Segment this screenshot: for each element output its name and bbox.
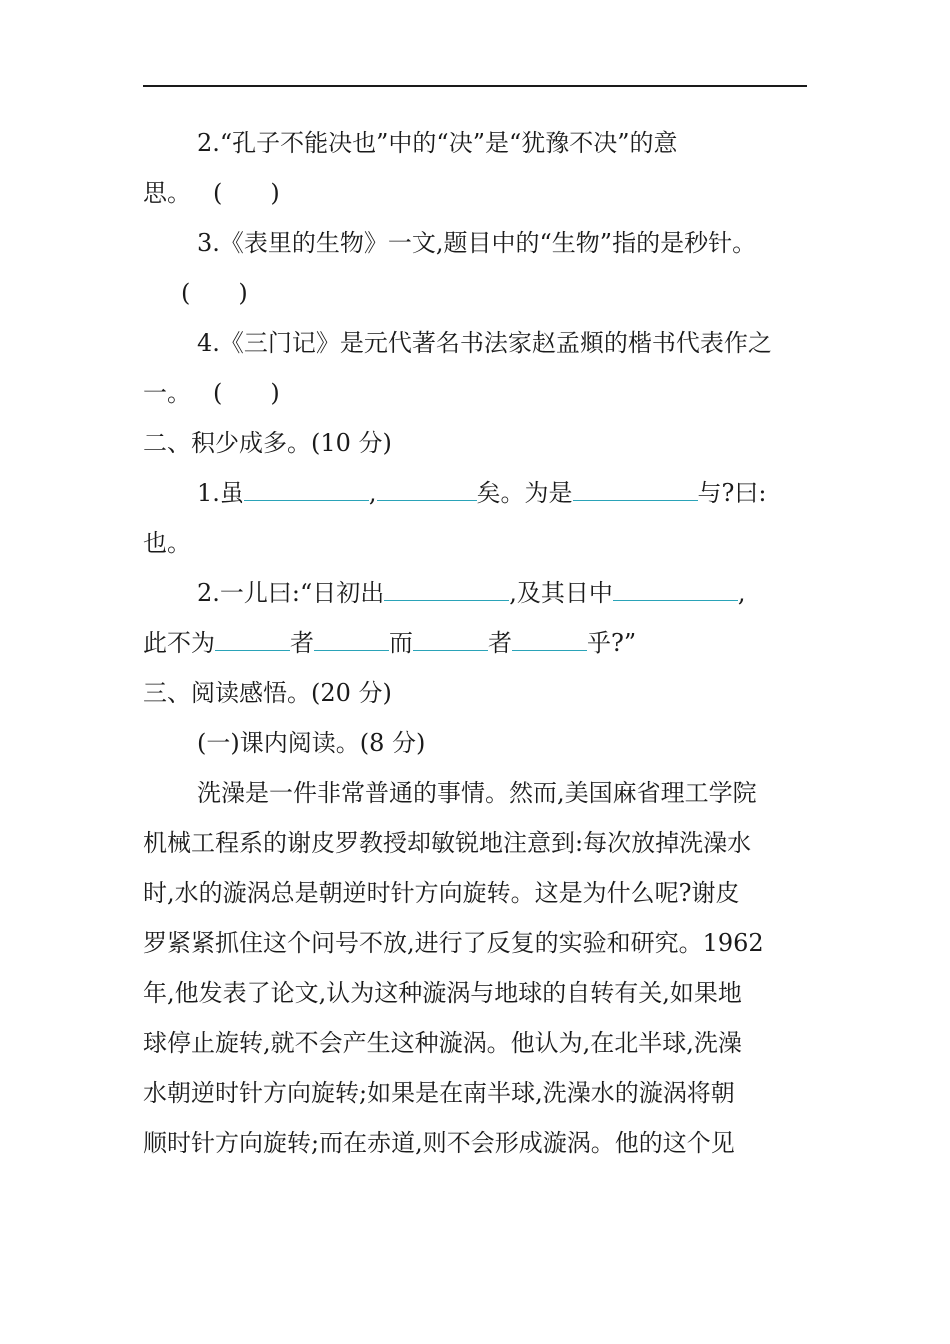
fill-blank-2b[interactable] bbox=[613, 578, 738, 601]
fill-blank-2c[interactable] bbox=[215, 628, 290, 651]
answer-paren-4[interactable]: ( ) bbox=[213, 379, 280, 407]
question-2-text-end: 思。 bbox=[143, 179, 191, 207]
section-3-subheading: (一)课内阅读。(8 分) bbox=[197, 729, 426, 757]
fill-blank-1a[interactable] bbox=[244, 478, 369, 501]
section-2-heading: 二、积少成多。(10 分) bbox=[143, 429, 392, 457]
answer-paren-2[interactable]: ( ) bbox=[213, 179, 280, 207]
fill-blank-2f[interactable] bbox=[512, 628, 587, 651]
fill-1-line2: 也。 bbox=[143, 529, 191, 557]
fill-1-line1: 1.虽 , 矣。为是 与?曰: bbox=[197, 479, 767, 507]
question-3-line2 bbox=[143, 276, 807, 310]
fill-2-line2: 此不为 者 而 者 乎?” bbox=[143, 629, 637, 657]
question-4-line2 bbox=[143, 376, 807, 410]
fill-blank-2d[interactable] bbox=[314, 628, 389, 651]
passage-line: 年,他发表了论文,认为这种漩涡与地球的自转有关,如果地 bbox=[143, 979, 742, 1007]
fill-2-line1: 2.一儿曰:“日初出 ,及其日中 , bbox=[197, 579, 746, 607]
fill-blank-2a[interactable] bbox=[384, 578, 509, 601]
question-4-text-end: 一。 bbox=[143, 379, 191, 407]
passage-line: 顺时针方向旋转;而在赤道,则不会形成漩涡。他的这个见 bbox=[143, 1129, 735, 1157]
passage-line: 时,水的漩涡总是朝逆时针方向旋转。这是为什么呢?谢皮 bbox=[143, 879, 740, 907]
passage-line: 球停止旋转,就不会产生这种漩涡。他认为,在北半球,洗澡 bbox=[143, 1029, 742, 1057]
question-2-line1 bbox=[143, 126, 807, 160]
section-3-heading: 三、阅读感悟。(20 分) bbox=[143, 679, 392, 707]
passage-line: 机械工程系的谢皮罗教授却敏锐地注意到:每次放掉洗澡水 bbox=[143, 829, 752, 857]
fill-blank-1b[interactable] bbox=[377, 478, 477, 501]
passage-line: 罗紧紧抓住这个问号不放,进行了反复的实验和研究。1962 bbox=[143, 929, 764, 957]
question-2-text: 2.“孔子不能决也”中的“决”是“犹豫不决”的意 bbox=[197, 129, 678, 157]
fill-blank-1c[interactable] bbox=[573, 478, 698, 501]
top-rule bbox=[143, 85, 807, 87]
passage-line: 水朝逆时针方向旋转;如果是在南半球,洗澡水的漩涡将朝 bbox=[143, 1079, 735, 1107]
question-4-text: 4.《三门记》是元代著名书法家赵孟頫的楷书代表作之 bbox=[197, 329, 772, 357]
question-3-line1 bbox=[143, 226, 807, 260]
question-4-line1 bbox=[143, 326, 807, 360]
question-3-text: 3.《表里的生物》一文,题目中的“生物”指的是秒针。 bbox=[197, 229, 757, 257]
answer-paren-3[interactable]: ( ) bbox=[181, 279, 248, 307]
fill-blank-2e[interactable] bbox=[413, 628, 488, 651]
passage-line: 洗澡是一件非常普通的事情。然而,美国麻省理工学院 bbox=[197, 779, 757, 807]
question-2-line2 bbox=[143, 176, 807, 210]
